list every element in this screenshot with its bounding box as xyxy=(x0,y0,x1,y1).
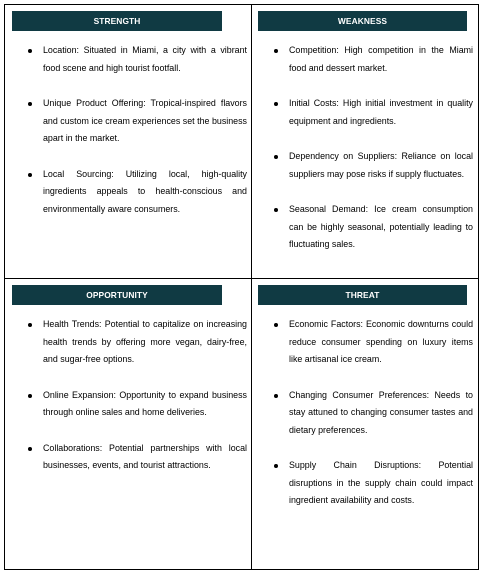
list-item-text: Supply Chain Disruptions: Potential disruptions in the supply chain could impact ingredient availability and costs. xyxy=(289,460,473,505)
list-item xyxy=(269,148,473,183)
threat-list xyxy=(269,316,473,528)
list-item-text: Dependency on Suppliers: Reliance on local suppliers may pose risks if supply fluctuates. xyxy=(289,151,473,179)
opportunity-cell xyxy=(4,278,250,570)
list-item xyxy=(269,201,473,254)
list-item-text: Economic Factors: Economic downturns could reduce consumer spending on luxury items like artisanal ice cream. xyxy=(289,319,473,364)
bullet-icon xyxy=(28,394,32,398)
list-item-text: Collaborations: Potential partnerships with local businesses, events, and tourist attractions. xyxy=(43,442,247,470)
strength-header: STRENGTH xyxy=(12,11,222,31)
bullet-icon xyxy=(28,102,32,106)
weakness-cell xyxy=(251,4,479,278)
weakness-header: WEAKNESS xyxy=(258,11,467,31)
weakness-list xyxy=(269,42,473,272)
bullet-icon xyxy=(28,447,32,451)
strength-list xyxy=(23,42,247,236)
list-item xyxy=(269,387,473,440)
list-item xyxy=(23,440,247,475)
threat-header: THREAT xyxy=(258,285,467,305)
bullet-icon xyxy=(274,464,278,468)
bullet-icon xyxy=(274,102,278,106)
list-item xyxy=(269,42,473,77)
list-item-text: Changing Consumer Preferences: Needs to stay attuned to changing consumer tastes and dietary preferences. xyxy=(289,389,473,435)
strength-cell xyxy=(4,4,250,278)
bullet-icon xyxy=(274,208,278,212)
list-item xyxy=(23,316,247,369)
list-item-text: Health Trends: Potential to capitalize on increasing health trends by offering more vegan, dairy-free, and sugar-free options. xyxy=(43,319,247,364)
list-item-text: Location: Situated in Miami, a city with a vibrant food scene and high tourist footfall. xyxy=(43,45,247,73)
threat-cell xyxy=(251,278,479,570)
list-item xyxy=(23,95,247,148)
opportunity-header: OPPORTUNITY xyxy=(12,285,222,305)
bullet-icon xyxy=(28,323,32,327)
bullet-icon xyxy=(28,173,32,177)
list-item-text: Unique Product Offering: Tropical-inspired flavors and custom ice cream experiences set the business apart in the market. xyxy=(43,98,247,143)
bullet-icon xyxy=(274,394,278,398)
bullet-icon xyxy=(274,323,278,327)
list-item xyxy=(23,166,247,219)
list-item xyxy=(23,42,247,77)
list-item xyxy=(269,316,473,369)
bullet-icon xyxy=(28,49,32,53)
list-item-text: Seasonal Demand: Ice cream consumption can be highly seasonal, potentially leading to fluctuating sales. xyxy=(289,204,473,249)
list-item-text: Online Expansion: Opportunity to expand business through online sales and home deliveries. xyxy=(43,389,247,417)
list-item-text: Initial Costs: High initial investment in quality equipment and ingredients. xyxy=(289,98,473,126)
list-item xyxy=(269,457,473,510)
bullet-icon xyxy=(274,49,278,53)
list-item xyxy=(23,387,247,422)
list-item xyxy=(269,95,473,130)
list-item-text: Competition: High competition in the Miami food and dessert market. xyxy=(289,45,473,73)
opportunity-list xyxy=(23,316,247,493)
list-item-text: Local Sourcing: Utilizing local, high-quality ingredients appeals to health-conscious and environmentally aware consumers. xyxy=(43,168,247,214)
bullet-icon xyxy=(274,155,278,159)
